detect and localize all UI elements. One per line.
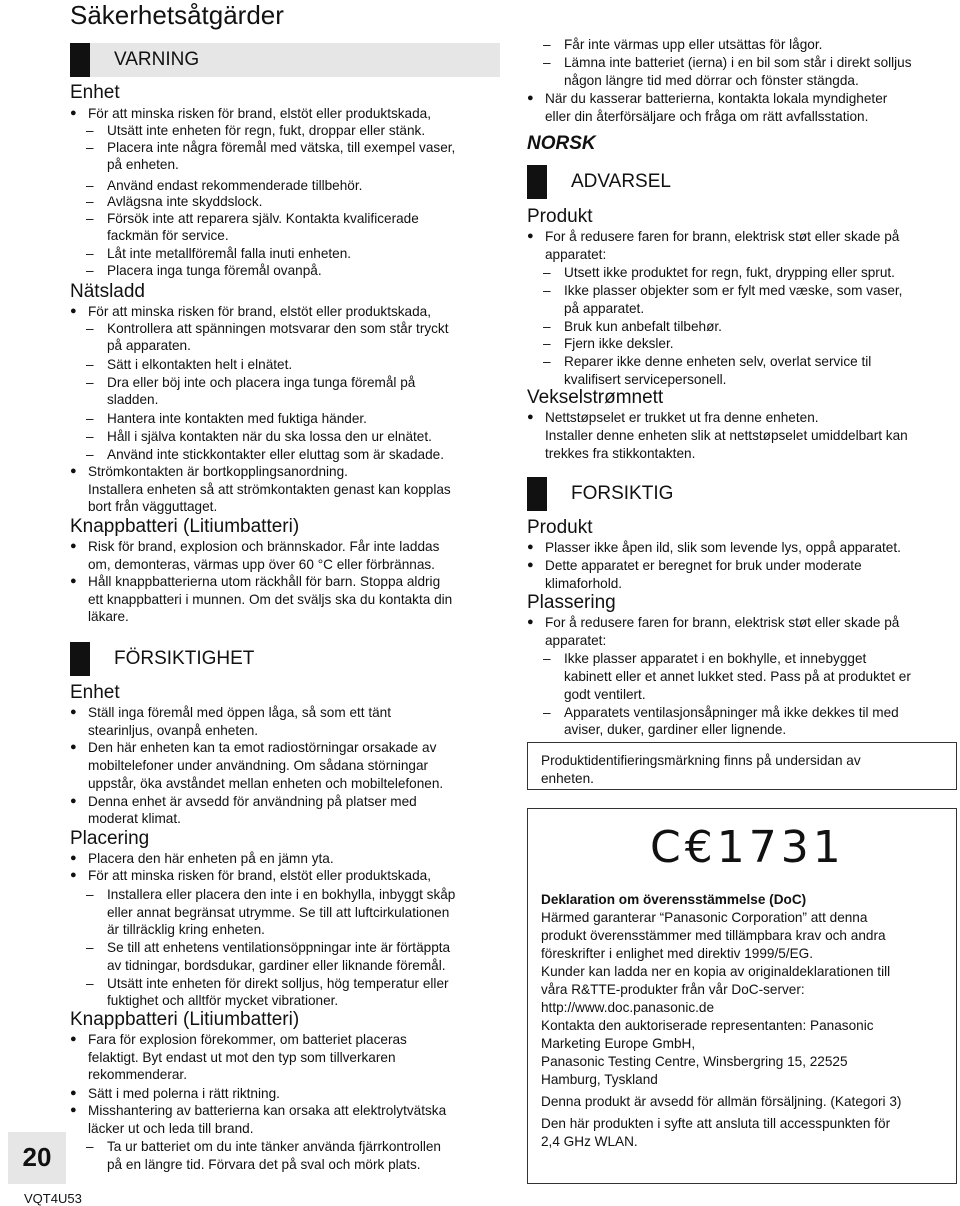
list-item: någon längre tid med dörrar och fönster stängda.: [564, 73, 859, 88]
caution-banner: [70, 642, 500, 676]
list-item: – Dra eller böj inte och placera inga tunga föremål på: [70, 374, 415, 392]
list-item: – Ikke plasser objekter som er fylt med væske, som vaser,: [527, 282, 902, 300]
list-item: ● När du kasserar batterierna, kontakta lokala myndigheter: [527, 90, 887, 108]
list-item: ● Placera den här enheten på en jämn yta.: [70, 850, 334, 868]
list-item: felaktigt. Byt endast ut mot den typ som tillverkaren: [88, 1050, 396, 1065]
doc-link[interactable]: http://www.doc.panasonic.de: [541, 1000, 715, 1015]
list-item: ● Håll knappbatterierna utom räckhåll för barn. Stoppa aldrig: [70, 573, 440, 591]
list-item: bort från vägguttaget.: [88, 499, 218, 514]
list-item: fuktighet och alltför mycket vibrationer.: [107, 993, 339, 1008]
section-heading: Plassering: [527, 592, 616, 613]
doc-line: Denna produkt är avsedd för allmän försäljning. (Kategori 3): [541, 1094, 902, 1109]
list-item: kvalifisert servicepersonell.: [564, 372, 727, 387]
list-item: – Bruk kun anbefalt tilbehør.: [527, 318, 722, 336]
ce-mark-text: C€1731: [650, 822, 845, 873]
list-item: på apparatet.: [564, 301, 645, 316]
list-item: – Se till att enhetens ventilationsöppningar inte är förtäppta: [70, 939, 450, 957]
list-item: godt ventilert.: [564, 687, 646, 702]
list-item: stearinljus, ovanpå enheten.: [88, 723, 259, 738]
list-item: – Apparatets ventilasjonsåpninger må ikke dekkes til med: [527, 704, 899, 722]
doc-line: Härmed garanterar “Panasonic Corporation” att denna: [541, 910, 868, 925]
list-item: eller din återförsäljare och fråga om rätt avfallsstation.: [545, 109, 869, 124]
list-item: ● För att minska risken för brand, elstöt eller produktskada,: [70, 105, 431, 123]
forsiktig-banner: [527, 477, 957, 511]
list-item: uppstår, öka avståndet mellan enheten och mobiltelefonen.: [88, 776, 444, 791]
list-item: mobiltelefoner under användning. Om sådana störningar: [88, 758, 429, 773]
doc-line: Kontakta den auktoriserade representanten: Panasonic: [541, 1018, 874, 1033]
doc-line: Marketing Europe GmbH,: [541, 1036, 696, 1051]
list-item: ● For å redusere faren for brann, elektrisk støt eller skade på: [527, 228, 899, 246]
list-item: – Ta ur batteriet om du inte tänker använda fjärrkontrollen: [70, 1138, 441, 1156]
list-item: klimaforhold.: [545, 576, 623, 591]
list-item: på apparaten.: [107, 338, 191, 353]
list-item: sladden.: [107, 392, 159, 407]
list-item: – Låt inte metallföremål falla inuti enheten.: [70, 245, 351, 263]
section-heading: Knappbatteri (Litiumbatteri): [70, 516, 300, 537]
language-heading: NORSK: [527, 133, 596, 154]
list-item: – Hantera inte kontakten med fuktiga händer.: [70, 410, 367, 428]
doc-line: Kunder kan ladda ner en kopia av originaldeklarationen till: [541, 964, 891, 979]
doc-heading: Deklaration om överensstämmelse (DoC): [541, 892, 807, 907]
list-item: ● Dette apparatet er beregnet for bruk under moderate: [527, 557, 862, 575]
doc-line: Panasonic Testing Centre, Winsbergring 15, 22525: [541, 1054, 848, 1069]
list-item: apparatet:: [545, 247, 607, 262]
section-heading: Knappbatteri (Litiumbatteri): [70, 1009, 300, 1030]
box-text: Produktidentifieringsmärkning finns på undersidan av: [541, 753, 861, 768]
list-item: – Reparer ikke denne enheten selv, overlat service til: [527, 353, 871, 371]
list-item: ● For å redusere faren for brann, elektrisk støt eller skade på: [527, 614, 899, 632]
doc-line: 2,4 GHz WLAN.: [541, 1134, 638, 1149]
list-item: eller annat begränsat utrymme. Se till att luftcirkulationen: [107, 905, 450, 920]
list-item: Installer denne enheten slik at nettstøpselet umiddelbart kan: [545, 428, 908, 443]
list-item: moderat klimat.: [88, 811, 181, 826]
list-item: ● Strömkontakten är bortkopplingsanordning.: [70, 463, 348, 481]
list-item: – Kontrollera att spänningen motsvarar den som står tryckt: [70, 320, 449, 338]
list-item: ● Nettstøpselet er trukket ut fra denne enheten.: [527, 409, 819, 427]
list-item: ● Den här enheten kan ta emot radiostörningar orsakade av: [70, 739, 436, 757]
list-item: om, demonteras, värmas upp över 60 °C eller förbrännas.: [88, 557, 435, 572]
list-item: ● Plasser ikke åpen ild, slik som levende lys, oppå apparatet.: [527, 539, 901, 557]
list-item: – Använd inte stickkontakter eller eluttag som är skadade.: [70, 446, 444, 464]
list-item: – Håll i själva kontakten när du ska lossa den ur elnätet.: [70, 428, 432, 446]
forsiktig-label: FORSIKTIG: [571, 483, 674, 505]
list-item: läcker ut och leda till brand.: [88, 1121, 254, 1136]
ce-mark-logo: [650, 822, 845, 873]
list-item: ● Sätt i med polerna i rätt riktning.: [70, 1085, 280, 1103]
list-item: ● Ställ inga föremål med öppen låga, så som ett tänt: [70, 704, 391, 722]
page-number: 20: [8, 1132, 66, 1184]
list-item: läkare.: [88, 609, 129, 624]
section-heading: Enhet: [70, 682, 120, 703]
list-item: fackmän för service.: [107, 228, 229, 243]
list-item: ● För att minska risken för brand, elstöt eller produktskada,: [70, 867, 431, 885]
list-item: – Sätt i elkontakten helt i elnätet.: [70, 356, 292, 374]
list-item: ett knappbatteri i munnen. Om det sväljs ska du kontakta din: [88, 592, 453, 607]
doc-line: produkt överensstämmer med tillämpbara krav och andra: [541, 928, 886, 943]
list-item: – Avlägsna inte skyddslock.: [70, 193, 262, 211]
section-heading: Produkt: [527, 517, 593, 538]
list-item: – Försök inte att reparera själv. Kontakta kvalificerade: [70, 210, 419, 228]
list-item: på en längre tid. Förvara det på sval och mörk plats.: [107, 1157, 421, 1172]
doc-line: Hamburg, Tyskland: [541, 1072, 658, 1087]
list-item: apparatet:: [545, 633, 607, 648]
document-code: VQT4U53: [24, 1191, 82, 1206]
list-item: – Får inte värmas upp eller utsättas för lågor.: [527, 36, 822, 54]
doc-line: våra R&TTE-produkter från vår DoC-server:: [541, 982, 805, 997]
list-item: aviser, duker, gardiner eller lignende.: [564, 722, 787, 737]
section-heading: Nätsladd: [70, 281, 145, 302]
advarsel-banner: [527, 165, 957, 199]
page-title: Säkerhetsåtgärder: [70, 0, 284, 30]
list-item: ● Misshantering av batterierna kan orsaka att elektrolytvätska: [70, 1102, 446, 1120]
list-item: – Utsätt inte enheten för regn, fukt, droppar eller stänk.: [70, 122, 425, 140]
list-item: – Använd endast rekommenderade tillbehör.: [70, 177, 362, 195]
list-item: är tillräcklig kring enheten.: [107, 922, 265, 937]
list-item: rekommenderar.: [88, 1067, 187, 1082]
list-item: – Ikke plasser apparatet i en bokhylle, et innebygget: [527, 650, 866, 668]
warning-label: VARNING: [114, 49, 200, 71]
list-item: ● För att minska risken för brand, elstöt eller produktskada,: [70, 303, 431, 321]
section-heading: Produkt: [527, 206, 593, 227]
list-item: trekkes fra stikkontakten.: [545, 446, 696, 461]
list-item: – Lämna inte batteriet (ierna) i en bil som står i direkt solljus: [527, 54, 912, 72]
caution-label: FÖRSIKTIGHET: [114, 648, 255, 670]
list-item: – Installera eller placera den inte i en bokhylla, inbyggt skåp: [70, 886, 455, 904]
doc-line: Den här produkten i syfte att ansluta till accesspunkten för: [541, 1116, 891, 1131]
list-item: av tidningar, bordsdukar, gardiner eller liknande föremål.: [107, 958, 446, 973]
product-id-box: [527, 742, 957, 790]
list-item: ● Denna enhet är avsedd för användning på platser med: [70, 793, 417, 811]
list-item: ● Fara för explosion förekommer, om batteriet placeras: [70, 1031, 407, 1049]
list-item: – Placera inte några föremål med vätska, till exempel vaser,: [70, 139, 455, 157]
advarsel-label: ADVARSEL: [571, 171, 671, 193]
list-item: – Utsätt inte enheten för direkt solljus, hög temperatur eller: [70, 975, 449, 993]
section-heading: Vekselstrømnett: [527, 387, 664, 408]
box-text: enheten.: [541, 771, 594, 786]
list-item: på enheten.: [107, 157, 179, 172]
section-heading: Enhet: [70, 82, 120, 103]
list-item: ● Risk för brand, explosion och brännskador. Får inte laddas: [70, 538, 439, 556]
list-item: – Placera inga tunga föremål ovanpå.: [70, 262, 322, 280]
doc-line: föreskrifter i enlighet med direktiv 1999/5/EG.: [541, 946, 814, 961]
warning-banner: [70, 43, 500, 77]
list-item: Installera enheten så att strömkontakten genast kan kopplas: [88, 482, 451, 497]
list-item: – Utsett ikke produktet for regn, fukt, drypping eller sprut.: [527, 264, 895, 282]
list-item: – Fjern ikke deksler.: [527, 335, 674, 353]
list-item: kabinett eller et annet lukket sted. Pass på at produktet er: [564, 669, 911, 684]
section-heading: Placering: [70, 828, 150, 849]
